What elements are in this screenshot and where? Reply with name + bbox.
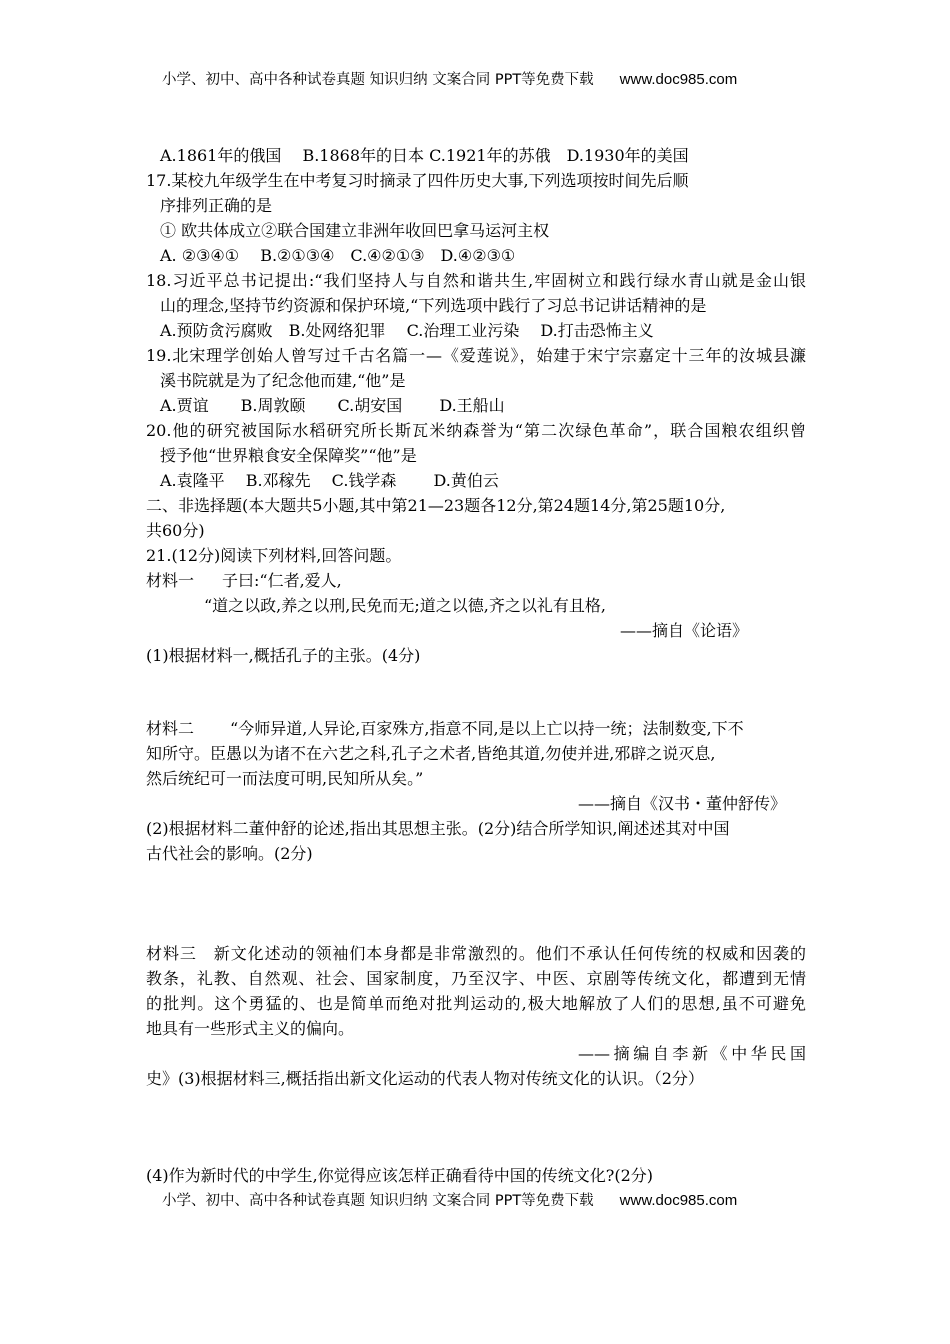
q17-stem-line1: 17.某校九年级学生在中考复习时摘录了四件历史大事,下列选项按时间先后顺 (146, 171, 689, 190)
q20-stem-line2: 授予他“世界粮食安全保障奖”“他”是 (160, 446, 417, 465)
q21-part1: (1)根据材料一,概括孔子的主张。(4分) (146, 646, 421, 665)
q18-stem-line2: 山的理念,坚持节约资源和保护环境,“下列选项中践行了习总书记讲话精神的是 (160, 296, 707, 315)
page-header (162, 69, 737, 91)
material3-source: ——摘编自李新《中华民国 (578, 1044, 806, 1063)
material2-source: ——摘自《汉书・董仲舒传》 (578, 794, 787, 813)
material1-line2: “道之以政,养之以刑,民免而无;道之以德,齐之以礼有且格, (204, 596, 606, 615)
material3-line1: 材料三 新文化述动的领袖们本身都是非常激烈的。他们不承认任何传统的权威和因袭的 (146, 944, 806, 963)
q17-stem-line2: 序排列正确的是 (160, 196, 273, 215)
q16-options: A.1861年的俄国 B.1868年的日本 C.1921年的苏俄 D.1930年的美国 (160, 146, 689, 165)
material2-line3: 然后统纪可一而法度可明,民知所从矣。” (146, 769, 424, 788)
q21-part2-line2: 古代社会的影响。(2分) (146, 844, 313, 863)
q19-stem-line2: 溪书院就是为了纪念他而建,“他”是 (160, 371, 406, 390)
q20-options: A.袁隆平 B.邓稼先 C.钱学森 D.黄伯云 (160, 471, 499, 490)
q20-stem-line1: 20.他的研究被国际水稻研究所长斯瓦米纳森誉为“第二次绿色革命”，联合国粮农组织曾 (146, 421, 806, 440)
q21-part3: 史》(3)根据材料三,概括指出新文化运动的代表人物对传统文化的认识。（2分） (146, 1069, 704, 1088)
material3-line2: 教条，礼教、自然观、社会、国家制度，乃至汉字、中医、京剧等传统文化，都遭到无情 (146, 969, 806, 988)
footer-url[interactable]: www.doc985.com (619, 1192, 738, 1209)
q18-stem-line1: 18.习近平总书记提出:“我们坚持人与自然和谐共生,牢固树立和践行绿水青山就是金山银 (146, 271, 806, 290)
material3-line3: 的批判。这个勇猛的、也是简单而绝对批判运动的,极大地解放了人们的思想,虽不可避免 (146, 994, 806, 1013)
material1-source: ——摘自《论语》 (620, 621, 749, 640)
q21-part2-line1: (2)根据材料二董仲舒的论述,指出其思想主张。(2分)结合所学知识,阐述述其对中国 (146, 819, 730, 838)
header-text: 小学、初中、高中各种试卷真题 知识归纳 文案合同 PPT等免费下载 (162, 72, 594, 88)
section2-title-line1: 二、非选择题(本大题共5小题,其中第21—23题各12分,第24题14分,第25题10分, (146, 496, 726, 515)
q21-intro: 21.(12分)阅读下列材料,回答问题。 (146, 546, 402, 565)
q18-options: A.预防贪污腐败 B.处网络犯罪 C.治理工业污染 D.打击恐怖主义 (160, 321, 654, 340)
material3-line4: 地具有一些形式主义的偏向。 (146, 1019, 355, 1038)
material1-label: 材料一 (146, 571, 195, 590)
material2-line2: 知所守。臣愚以为诸不在六艺之科,孔子之术者,皆绝其道,勿使并进,邪辟之说灭息, (146, 744, 716, 763)
q19-options: A.贾谊 B.周敦颐 C.胡安国 D.王船山 (160, 396, 505, 415)
q19-stem-line1: 19.北宋理学创始人曾写过千古名篇一—《爱莲说》，始建于宋宁宗嘉定十三年的汝城县濂 (146, 346, 806, 365)
q17-items: ① 欧共体成立②联合国建立非洲年收回巴拿马运河主权 (160, 221, 550, 240)
section2-title-line2: 共60分) (146, 521, 205, 540)
page-footer (162, 1190, 737, 1212)
q21-part4: (4)作为新时代的中学生,你觉得应该怎样正确看待中国的传统文化?(2分) (146, 1166, 653, 1185)
q17-options: A. ②③④① B.②①③④ C.④②①③ D.④②③① (160, 246, 516, 265)
material1-line1 (146, 570, 342, 592)
footer-text: 小学、初中、高中各种试卷真题 知识归纳 文案合同 PPT等免费下载 (162, 1193, 594, 1209)
header-url[interactable]: www.doc985.com (619, 71, 738, 88)
material2-text1: “今师异道,人异论,百家殊方,指意不同,是以上亡以持一统；法制数变,下不 (230, 719, 744, 738)
material1-quote1: 子曰:“仁者,爱人, (222, 571, 342, 590)
material2-line1 (146, 718, 744, 740)
material2-label: 材料二 (146, 719, 195, 738)
